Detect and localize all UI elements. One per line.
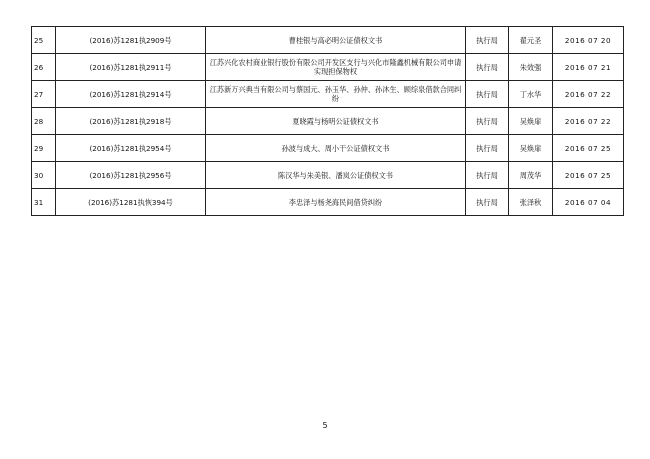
table-row xyxy=(32,189,624,216)
case-name: 曹桂银与高必明公证债权文书 xyxy=(206,27,466,54)
department: 执行局 xyxy=(466,135,509,162)
department: 执行局 xyxy=(466,27,509,54)
case-name: 陈汉华与朱美银、潘岚公证债权文书 xyxy=(206,162,466,189)
table-row xyxy=(32,27,624,54)
row-index: 30 xyxy=(32,162,56,189)
judge-name: 丁水华 xyxy=(509,81,553,108)
filing-date: 2016 07 04 xyxy=(553,189,624,216)
department: 执行局 xyxy=(466,108,509,135)
case-name: 夏晓霞与杨明公证债权文书 xyxy=(206,108,466,135)
filing-date: 2016 07 22 xyxy=(553,81,624,108)
judge-name: 张泽秋 xyxy=(509,189,553,216)
case-number: (2016)苏1281执恢394号 xyxy=(56,189,206,216)
department: 执行局 xyxy=(466,54,509,81)
judge-name: 周茂华 xyxy=(509,162,553,189)
row-index: 25 xyxy=(32,27,56,54)
filing-date: 2016 07 22 xyxy=(553,108,624,135)
judge-name: 翟元圣 xyxy=(509,27,553,54)
filing-date: 2016 07 21 xyxy=(553,54,624,81)
case-number: (2016)苏1281执2954号 xyxy=(56,135,206,162)
filing-date: 2016 07 25 xyxy=(553,135,624,162)
case-number: (2016)苏1281执2914号 xyxy=(56,81,206,108)
filing-date: 2016 07 25 xyxy=(553,162,624,189)
case-number: (2016)苏1281执2956号 xyxy=(56,162,206,189)
row-index: 28 xyxy=(32,108,56,135)
case-number: (2016)苏1281执2918号 xyxy=(56,108,206,135)
table-row xyxy=(32,162,624,189)
judge-name: 吴焕扉 xyxy=(509,135,553,162)
case-list-table xyxy=(31,26,624,216)
table-row xyxy=(32,108,624,135)
case-name: 孙波与成大、周小干公证债权文书 xyxy=(206,135,466,162)
row-index: 31 xyxy=(32,189,56,216)
table-row xyxy=(32,135,624,162)
case-number: (2016)苏1281执2909号 xyxy=(56,27,206,54)
case-number: (2016)苏1281执2911号 xyxy=(56,54,206,81)
table-row xyxy=(32,54,624,81)
case-name: 李忠泽与杨尧海民间借贷纠纷 xyxy=(206,189,466,216)
case-name: 江苏新万兴典当有限公司与蔡国元、孙玉华、孙仲、孙沐生、顾综泉借款合同纠纷 xyxy=(206,81,466,108)
department: 执行局 xyxy=(466,81,509,108)
judge-name: 朱效强 xyxy=(509,54,553,81)
row-index: 29 xyxy=(32,135,56,162)
department: 执行局 xyxy=(466,162,509,189)
case-name: 江苏兴化农村商业银行股份有限公司开发区支行与兴化市隆鑫机械有限公司申请实现担保物权 xyxy=(206,54,466,81)
page-number: 5 xyxy=(322,421,328,430)
judge-name: 吴焕扉 xyxy=(509,108,553,135)
row-index: 27 xyxy=(32,81,56,108)
filing-date: 2016 07 20 xyxy=(553,27,624,54)
department: 执行局 xyxy=(466,189,509,216)
case-table-body xyxy=(32,27,624,216)
row-index: 26 xyxy=(32,54,56,81)
table-row xyxy=(32,81,624,108)
